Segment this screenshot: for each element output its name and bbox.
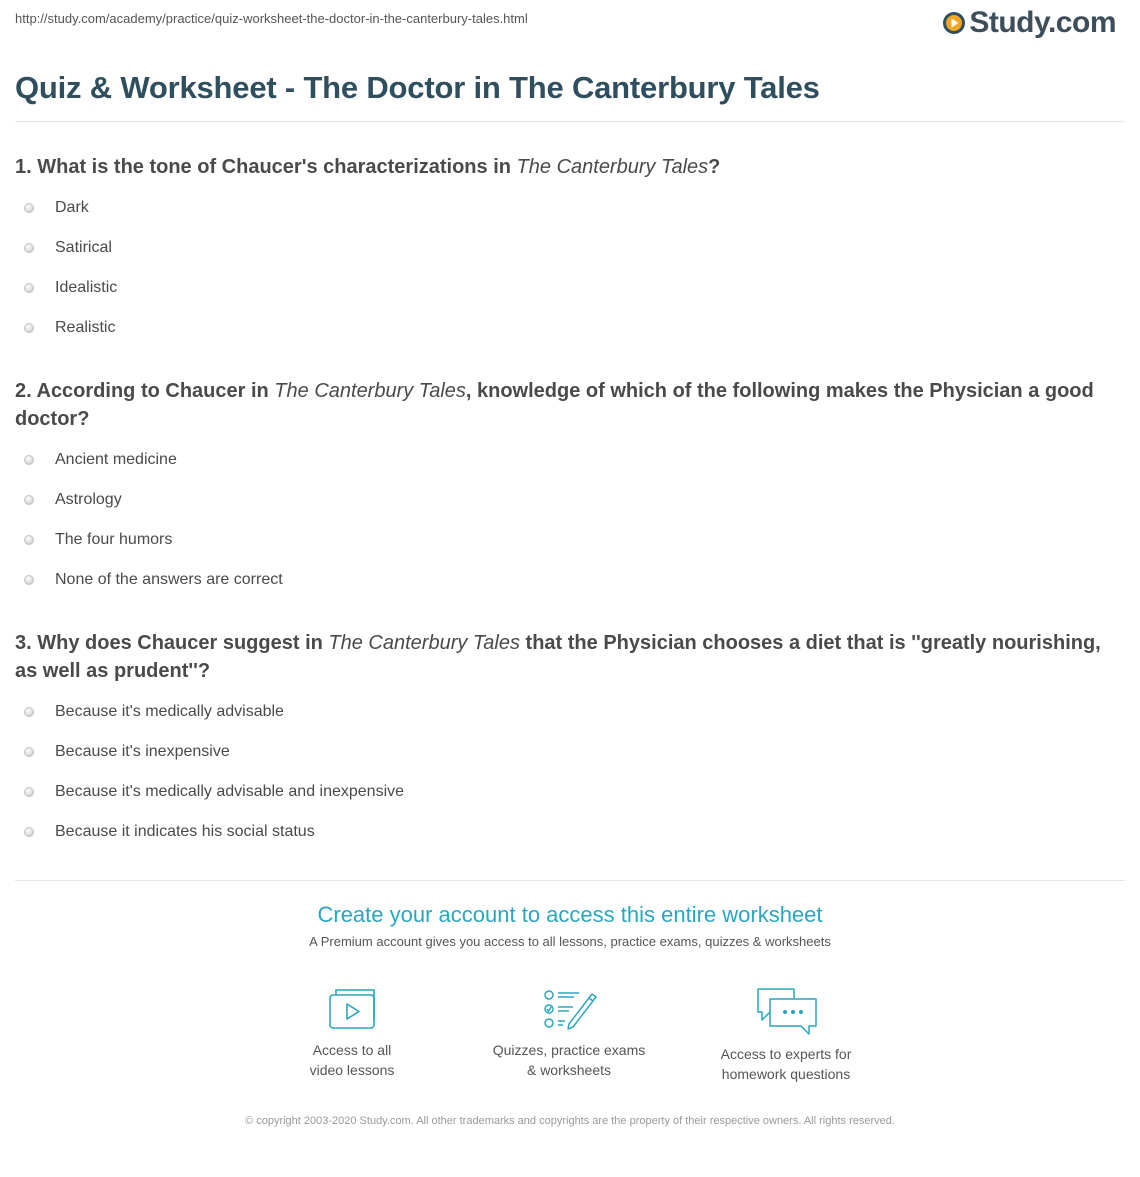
radio-button[interactable] — [24, 787, 34, 797]
top-bar — [15, 0, 1116, 50]
answer-option[interactable]: Because it's medically advisable — [15, 692, 1120, 732]
answer-option[interactable]: Satirical — [15, 228, 1120, 268]
cta-divider — [15, 880, 1125, 881]
radio-button[interactable] — [24, 575, 34, 585]
feature-quizzes — [469, 986, 669, 1080]
answer-option[interactable]: Because it indicates his social status — [15, 812, 1120, 852]
answer-option[interactable]: Realistic — [15, 308, 1120, 348]
cta-title-link[interactable]: Create your account to access this entire worksheet — [317, 902, 823, 927]
title-divider — [15, 121, 1125, 122]
radio-button[interactable] — [24, 203, 34, 213]
radio-button[interactable] — [24, 535, 34, 545]
video-lesson-icon — [326, 986, 378, 1032]
answer-option[interactable]: The four humors — [15, 520, 1120, 560]
copyright-notice: © copyright 2003-2020 Study.com. All other trademarks and copyrights are the property of their respective owners. All rights reserved. — [245, 1115, 895, 1127]
radio-button[interactable] — [24, 283, 34, 293]
feature-label: Quizzes, practice exams & worksheets — [492, 1042, 646, 1078]
question-text: 3. Why does Chaucer suggest in The Canterbury Tales that the Physician chooses a diet that is ''greatly nourishing, as well as prudent''? — [15, 632, 1101, 682]
radio-button[interactable] — [24, 495, 34, 505]
answer-options — [15, 188, 1120, 348]
question-3 — [15, 629, 1120, 852]
feature-label: Access to all video lessons — [309, 1042, 395, 1078]
feature-video-lessons — [252, 986, 452, 1080]
signup-cta — [0, 902, 1140, 949]
answer-option[interactable]: None of the answers are correct — [15, 560, 1120, 600]
question-1 — [15, 153, 1120, 348]
answer-option[interactable]: Because it's medically advisable and inexpensive — [15, 772, 1120, 812]
quiz-checklist-icon — [541, 986, 597, 1032]
page-title: Quiz & Worksheet - The Doctor in The Canterbury Tales — [15, 70, 820, 105]
radio-button[interactable] — [24, 747, 34, 757]
answer-option[interactable]: Dark — [15, 188, 1120, 228]
chat-bubbles-icon — [754, 986, 818, 1036]
page-url: http://study.com/academy/practice/quiz-worksheet-the-doctor-in-the-canterbury-tales.html — [15, 11, 528, 26]
logo-text: Study.com — [969, 6, 1116, 39]
answer-options — [15, 692, 1120, 852]
answer-option[interactable]: Astrology — [15, 480, 1120, 520]
radio-button[interactable] — [24, 243, 34, 253]
feature-label: Access to experts for homework questions — [720, 1046, 852, 1082]
cta-subtitle: A Premium account gives you access to all lessons, practice exams, quizzes & worksheets — [309, 934, 831, 949]
feature-experts — [686, 986, 886, 1084]
question-text: 1. What is the tone of Chaucer's characterizations in The Canterbury Tales? — [15, 156, 721, 178]
radio-button[interactable] — [24, 455, 34, 465]
radio-button[interactable] — [24, 827, 34, 837]
study-logo[interactable] — [942, 6, 1116, 40]
answer-options — [15, 440, 1120, 600]
play-logo-icon — [942, 11, 966, 35]
radio-button[interactable] — [24, 707, 34, 717]
question-2 — [15, 377, 1120, 600]
answer-option[interactable]: Because it's inexpensive — [15, 732, 1120, 772]
question-text: 2. According to Chaucer in The Canterbury Tales, knowledge of which of the following makes the Physician a good doctor? — [15, 380, 1094, 430]
answer-option[interactable]: Ancient medicine — [15, 440, 1120, 480]
answer-option[interactable]: Idealistic — [15, 268, 1120, 308]
radio-button[interactable] — [24, 323, 34, 333]
